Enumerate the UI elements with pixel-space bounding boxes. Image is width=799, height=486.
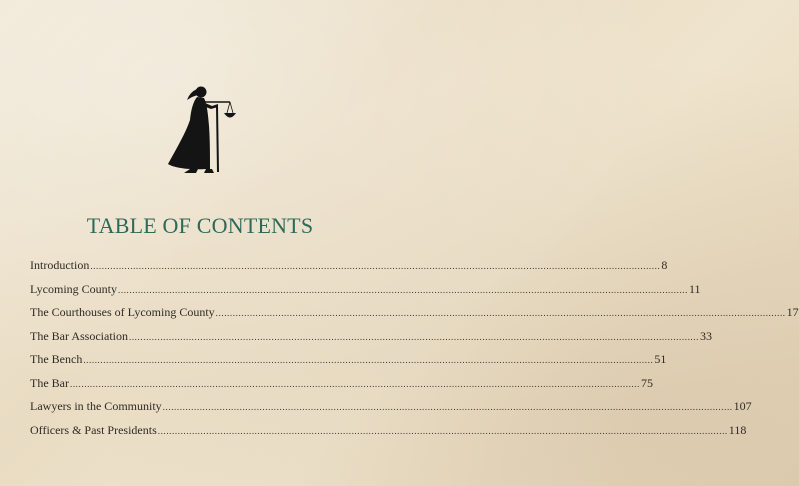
dot-leader: ........................................................................................................................................................................................................ [69, 378, 640, 389]
toc-entry-page: 118 [728, 422, 747, 437]
toc-entry-page: 107 [733, 399, 752, 413]
toc-entry-officers-past-presidents[interactable] [30, 422, 747, 447]
toc-entry-bar[interactable] [30, 375, 653, 400]
page-title: TABLE OF CONTENTS [86, 213, 314, 238]
toc-entry-bench[interactable] [30, 352, 667, 376]
dot-leader: ........................................................................................................................................................................................................ [162, 402, 733, 412]
toc-entry-label: Lycoming County [30, 281, 117, 296]
toc-entry-page: 11 [689, 281, 701, 296]
toc-entry-bar-association[interactable] [30, 328, 712, 353]
lady-justice-icon [160, 80, 242, 176]
toc-entry-page: 51 [654, 352, 667, 366]
toc-entry-label: Officers & Past Presidents [30, 422, 157, 437]
toc-entry-courthouses[interactable] [30, 305, 799, 329]
dot-leader: ........................................................................................................................................................................................................ [90, 261, 661, 271]
dot-leader: ........................................................................................................................................................................................................ [83, 355, 654, 365]
toc-entry-label: The Courthouses of Lycoming County [30, 305, 215, 319]
toc-entry-page: 75 [640, 375, 653, 390]
toc-entry-label: Introduction [30, 258, 90, 272]
toc-entry-label: The Bar [30, 375, 69, 390]
toc-entry-page: 17 [786, 305, 799, 319]
toc-entry-introduction[interactable] [30, 258, 668, 282]
toc-entry-label: Lawyers in the Community [30, 399, 162, 413]
toc-entry-label: The Bar Association [30, 328, 128, 343]
toc-entry-page: 33 [699, 328, 712, 343]
table-of-contents [30, 258, 799, 446]
toc-entry-lycoming-county[interactable] [30, 281, 701, 306]
toc-entry-page: 8 [661, 258, 668, 272]
dot-leader: ........................................................................................................................................................................................................ [128, 331, 699, 342]
dot-leader: ........................................................................................................................................................................................................ [215, 308, 786, 318]
toc-entry-lawyers-in-community[interactable] [30, 399, 752, 423]
dot-leader: ........................................................................................................................................................................................................ [157, 425, 728, 436]
dot-leader: ........................................................................................................................................................................................................ [118, 284, 688, 295]
toc-entry-label: The Bench [30, 352, 83, 366]
